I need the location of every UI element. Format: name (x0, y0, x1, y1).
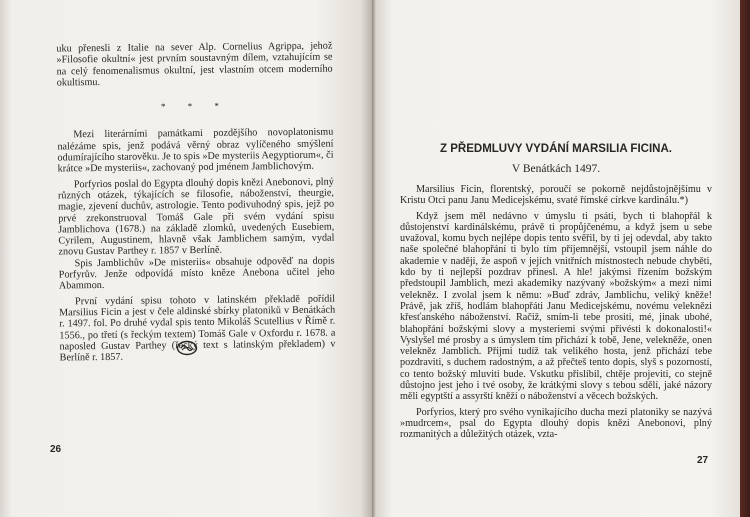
chapter-subtitle: V Benátkách 1497. (511, 163, 601, 175)
book-cover-edge (740, 0, 750, 517)
paragraph: Porfyrios poslal do Egypta dlouhý dopis knězi Anebonovi, plný různých otázek, týkajících se filosofie, náboženství, theurgie, magie, zjevení duchův, astrologie. Tento podivuhodný spis, jejž po prvé zrekonstruoval Tomáš Gale při svém vydání spisu Jamblichova (1678.) na základě zlomků, uvedených Eusebiem, Cyrilem, Augustinem, hlavně však Jamblichem samým, vydal znovu Gustav Parthey r. 1857 v Berlíně. (57, 176, 335, 258)
page-number: 26 (50, 444, 62, 455)
right-page (372, 0, 740, 517)
page-number: 27 (697, 455, 709, 466)
left-page (0, 0, 372, 517)
right-page-text (400, 184, 712, 441)
section-separator: * * * (160, 100, 230, 112)
paragraph: uku přenesli z Italie na sever Alp. Cornelius Agrippa, jehož »Filosofie okultní« jest prvním soustavným dílem, vztahujícím se na celý fenomenalismus okultní, jest vlastním otcem moderního okultismu. (56, 40, 333, 89)
left-page-text (56, 41, 335, 364)
paragraph: Porfyrios, který pro svého vynikajícího ducha mezi platoniky se nazývá »mudrcem«, psal do Egypta dlouhý dopis knězi Anebonovi, plný rozmanitých a důležitých otázek, vzta- (400, 406, 712, 441)
paragraph: První vydání spisu tohoto v latinském překladě pořídil Marsilius Ficin a jest v čele aldinské sbírky platoniků v Benátkách r. 1497. fol. Po druhé vydal spis tento Mikoláš Scutellius v Římě r. 1556., po třetí (s řeckým textem) Tomáš Gale v Oxfordu r. 1678. a naposled Gustav Parthey (řecký text s latinským překladem) v Berlíně r. 1857. (59, 293, 336, 364)
chapter-title: Z PŘEDMLUVY VYDÁNÍ MARSILIA FICINA. (440, 143, 672, 155)
ornament-icon (176, 340, 198, 356)
paragraph: Mezi literárními památkami pozdějšího novoplatonismu nalézáme spis, jenž podává věrný obraz vylíčeného smýšlení odumírajícího starověku. Je to spis »De mysteriis Aegyptiorum«, či krátce »De mysteriis«, zachovaný pod jménem Jamblichovým. (57, 127, 334, 175)
paragraph: Když jsem měl nedávno v úmyslu ti psáti, bych ti blahopřál k důstojenství kardinálskému, právě ti propůjčenému, a když jsem u sebe uvažoval, komu bych nejlépe dopis tento svěřil, by ti jej odevdal, aby takto naše společné blahopřání ti bylo tím příjemnější, vstoupil jsem náhle do akademie v naději, že aspoň v jejích vnitřních místnostech nebude chyběti, kdo by ti nejlepší pozdrav přinesl. A hle! jakýmsi řízením božským předstoupil Jamblich, mezi akademiky nazývaný »božským« a mezi nimi velekněz. I zvolal jsem k němu: »Buď zdráv, Jamblichu, veliký kněže! Právě, jak zříš, hodlám blahopřáti Janu Medicejskému, novému veleknězi křesťanského náboženství. Račiž, smím-li tebe prositi, mé, jinak ubohé, blahopřání božskými slovy a mysteriemi svými přivésti k dokonalosti!« Vyslyšel mé prosby a s úmyslem tím přichází k tobě, Jene, velekněže, onen velekněz Jamblich. Přijmi tudíž tak velikého hosta, jenž přichází tebe pozdraviti, s duchem radostným, a až přečteš tento dopis, slyš s pozorností, co tento božský mluviti bude. Vskutku přislíbil, chtěje projeviti, co stejně důstojno jest jeho i tvé osoby, že krátkými slovy s tebou sdělí, jaké názory měli egyptští a assyrští kněží o náboženství a věcech božských. (400, 210, 712, 403)
paragraph: Spis Jamblichův »De misteriis« obsahuje odpověď na dopis Porfyrův. Jenže odpovídá místo kněze Anebona učitel jeho Abammon. (58, 255, 335, 292)
paragraph: Marsilius Ficin, florentský, poroučí se pokorně nejdůstojnějšímu v Kristu Otci panu Janu Medicejskému, svaté římské církve kardinálu.*) (400, 184, 712, 207)
